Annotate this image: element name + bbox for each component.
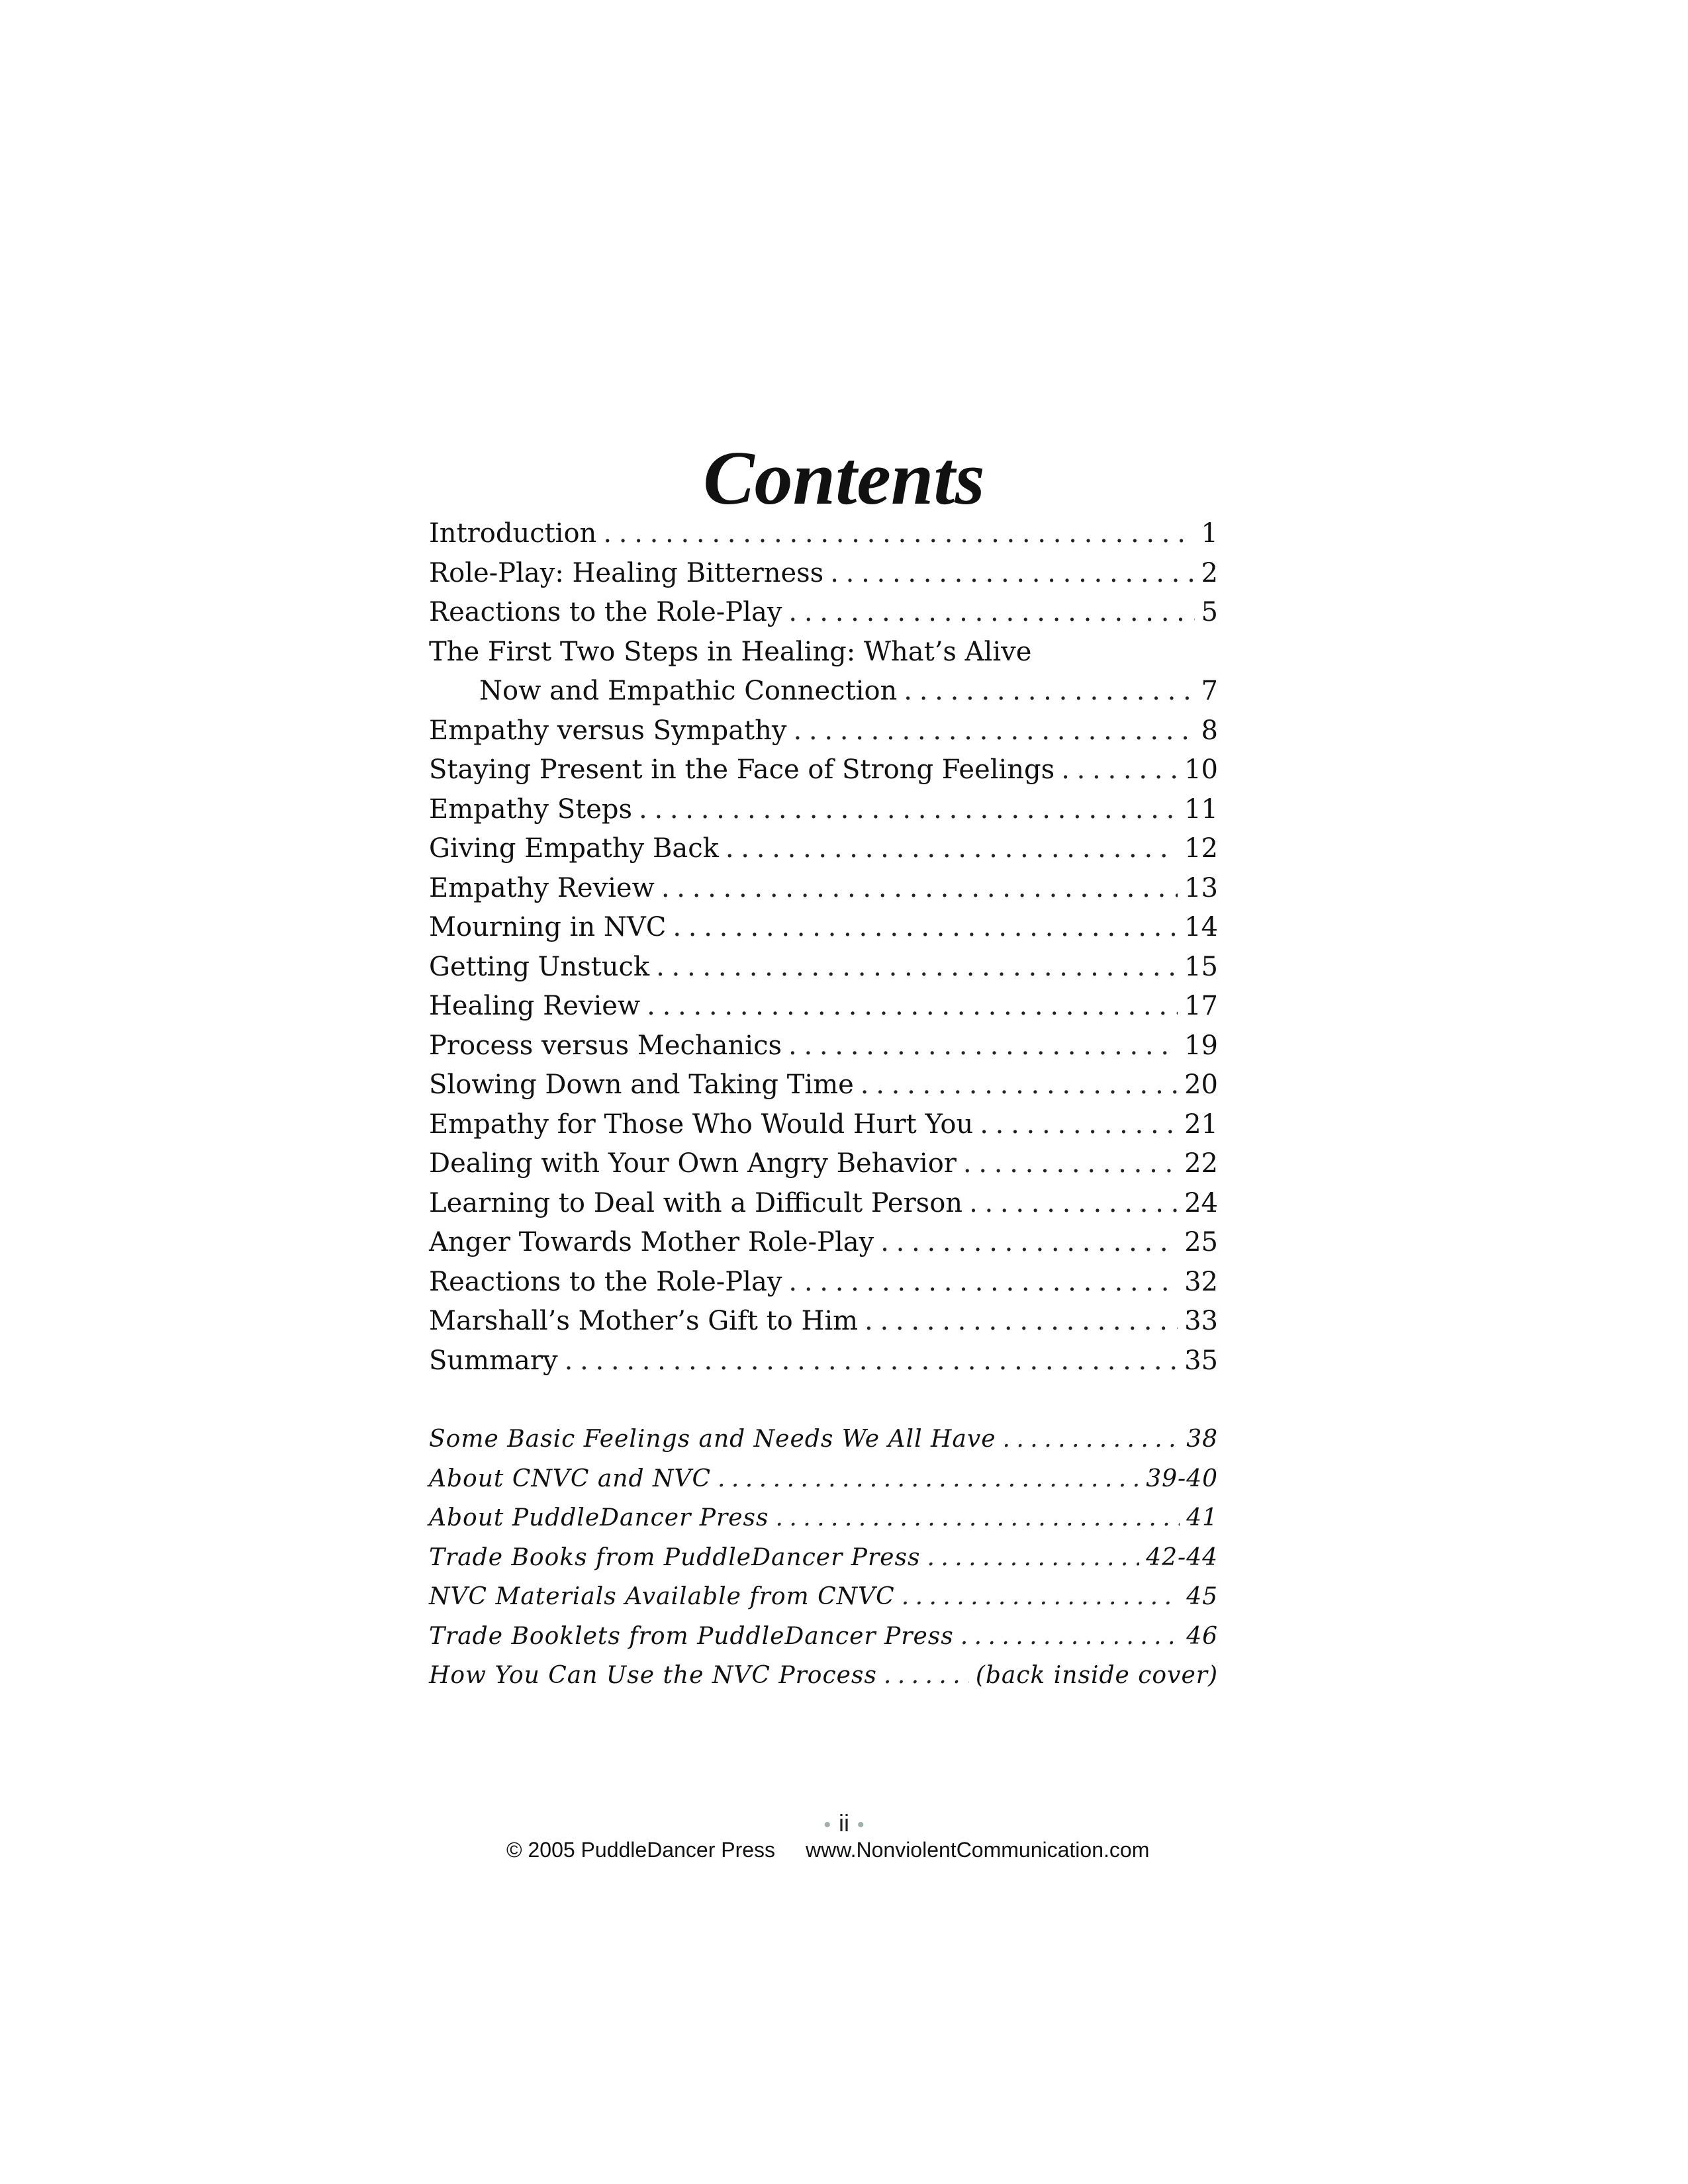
dot-leader [656, 948, 1178, 987]
dot-leader [775, 1498, 1180, 1538]
toc-entry-page: 32 [1184, 1266, 1218, 1297]
toc-entry [429, 869, 1218, 909]
toc-entry [429, 711, 1218, 751]
page-number-label: ii [839, 1809, 849, 1837]
toc-entry [429, 1184, 1218, 1224]
toc-entry-page: 17 [1184, 991, 1218, 1021]
toc-appendix-page: 39-40 [1146, 1465, 1218, 1492]
toc-entry-page: 15 [1184, 951, 1218, 982]
toc-entry [429, 593, 1218, 633]
toc-appendix-entry [429, 1617, 1218, 1657]
toc-entry [429, 1302, 1218, 1342]
toc-entry-title: Marshall’s Mother’s Gift to Him [429, 1306, 859, 1336]
toc-entry-page: 1 [1201, 518, 1218, 549]
dot-leader [673, 908, 1178, 948]
toc-entry-page: 25 [1184, 1227, 1218, 1257]
toc-entry-page: 19 [1184, 1030, 1218, 1061]
toc-entry-page: 11 [1184, 794, 1218, 825]
toc-entry [429, 1105, 1218, 1145]
toc-entry-page: 10 [1184, 754, 1218, 785]
toc-appendix-page: (back inside cover) [975, 1662, 1218, 1689]
toc-appendix-page: 41 [1186, 1504, 1218, 1531]
dot-leader [1061, 751, 1178, 790]
toc-entry-page: 33 [1184, 1306, 1218, 1336]
toc-appendix-entry [429, 1577, 1218, 1617]
bullet-icon: • [857, 1814, 865, 1836]
toc-appendix-title: About CNVC and NVC [429, 1465, 712, 1492]
toc-entry-page: 13 [1184, 872, 1218, 903]
toc-entry [429, 948, 1218, 987]
toc-appendix-title: About PuddleDancer Press [429, 1504, 769, 1531]
dot-leader [788, 1263, 1178, 1302]
toc-entry [429, 751, 1218, 790]
toc-entry-title: Learning to Deal with a Difficult Person [429, 1187, 963, 1218]
toc-appendix-title: Trade Booklets from PuddleDancer Press [429, 1622, 954, 1650]
dot-leader [788, 1026, 1178, 1066]
dot-leader [865, 1302, 1178, 1342]
dot-leader [718, 1459, 1139, 1499]
dot-leader [880, 1223, 1178, 1263]
toc-entry-title: Introduction [429, 518, 597, 549]
toc-entry-page: 20 [1184, 1069, 1218, 1100]
dot-leader [830, 554, 1194, 594]
toc-entry-page: 12 [1184, 833, 1218, 864]
toc-entry [429, 790, 1218, 830]
toc-entry-page: 35 [1184, 1345, 1218, 1376]
toc-entry-title: Dealing with Your Own Angry Behavior [429, 1148, 957, 1179]
dot-leader [963, 1144, 1178, 1184]
toc-entry-title: The First Two Steps in Healing: What’s Alive [429, 636, 1032, 667]
toc-entry [429, 554, 1218, 594]
dot-leader [884, 1656, 969, 1696]
toc-entry-title: Mourning in NVC [429, 912, 667, 942]
toc-entry [429, 514, 1218, 554]
table-of-contents-appendix [429, 1420, 1218, 1696]
toc-appendix-page: 42-44 [1146, 1543, 1218, 1571]
dot-leader [647, 987, 1178, 1026]
toc-appendix-title: Trade Books from PuddleDancer Press [429, 1543, 921, 1571]
toc-appendix-title: How You Can Use the NVC Process [429, 1662, 877, 1689]
table-of-contents [429, 514, 1218, 1381]
dot-leader [969, 1184, 1178, 1224]
copyright-text: © 2005 PuddleDancer Press [506, 1838, 776, 1862]
toc-entry-title: Getting Unstuck [429, 951, 650, 982]
toc-entry [429, 1066, 1218, 1105]
toc-entry-page: 5 [1201, 597, 1218, 627]
dot-leader [788, 593, 1194, 633]
toc-appendix-entry [429, 1498, 1218, 1538]
toc-entry-title: Empathy for Those Who Would Hurt You [429, 1109, 974, 1140]
toc-appendix-title: NVC Materials Available from CNVC [429, 1583, 895, 1610]
toc-entry-page: 21 [1184, 1109, 1218, 1140]
toc-appendix-title: Some Basic Feelings and Needs We All Have [429, 1426, 996, 1453]
toc-entry [429, 829, 1218, 869]
dot-leader [902, 1577, 1180, 1617]
toc-entry-title: Anger Towards Mother Role-Play [429, 1227, 874, 1257]
toc-entry-page: 22 [1184, 1148, 1218, 1179]
toc-entry [429, 1144, 1218, 1184]
toc-appendix-page: 46 [1186, 1622, 1218, 1650]
dot-leader [1003, 1420, 1180, 1459]
toc-appendix-entry [429, 1656, 1218, 1696]
toc-entry-page: 8 [1201, 715, 1218, 746]
toc-entry-title: Empathy versus Sympathy [429, 715, 787, 746]
toc-entry-page: 7 [1201, 676, 1218, 706]
page-title: Contents [703, 435, 985, 521]
toc-entry-page: 14 [1184, 912, 1218, 942]
toc-entry-title: Process versus Mechanics [429, 1030, 782, 1061]
toc-appendix-entry [429, 1420, 1218, 1459]
toc-entry [429, 987, 1218, 1026]
dot-leader [861, 1066, 1178, 1105]
toc-appendix-entry [429, 1538, 1218, 1578]
toc-appendix-page: 45 [1186, 1583, 1218, 1610]
toc-entry-title: Giving Empathy Back [429, 833, 719, 864]
toc-entry [429, 908, 1218, 948]
toc-entry-title: Summary [429, 1345, 558, 1376]
toc-appendix-page: 38 [1186, 1426, 1218, 1453]
toc-entry [429, 1263, 1218, 1302]
website-link[interactable]: www.NonviolentCommunication.com [806, 1838, 1150, 1862]
dot-leader [603, 514, 1194, 554]
toc-entry-title: Slowing Down and Taking Time [429, 1069, 854, 1100]
dot-leader [927, 1538, 1139, 1578]
footer [506, 1837, 1149, 1863]
toc-entry-title: Healing Review [429, 991, 641, 1021]
toc-entry-title: Empathy Steps [429, 794, 633, 825]
dot-leader [793, 711, 1194, 751]
toc-entry [429, 1223, 1218, 1263]
dot-leader [661, 869, 1178, 909]
dot-leader [565, 1342, 1178, 1381]
toc-entry-title: Empathy Review [429, 872, 655, 903]
toc-entry-title: Staying Present in the Face of Strong Feelings [429, 754, 1055, 785]
toc-entry [429, 1342, 1218, 1381]
dot-leader [639, 790, 1178, 830]
dot-leader [961, 1617, 1180, 1657]
dot-leader [904, 672, 1194, 711]
toc-appendix-entry [429, 1459, 1218, 1499]
toc-entry [429, 633, 1218, 711]
toc-entry-page: 24 [1184, 1187, 1218, 1218]
bullet-icon: • [823, 1814, 831, 1836]
toc-entry-title: Role-Play: Healing Bitterness [429, 557, 824, 588]
toc-entry [429, 1026, 1218, 1066]
dot-leader [980, 1105, 1178, 1145]
dot-leader [726, 829, 1178, 869]
toc-entry-title: Reactions to the Role-Play [429, 597, 782, 627]
toc-entry-title: Reactions to the Role-Play [429, 1266, 782, 1297]
toc-entry-title-continuation: Now and Empathic Connection [479, 676, 898, 706]
toc-entry-page: 2 [1201, 557, 1218, 588]
page-number [0, 1809, 1688, 1840]
